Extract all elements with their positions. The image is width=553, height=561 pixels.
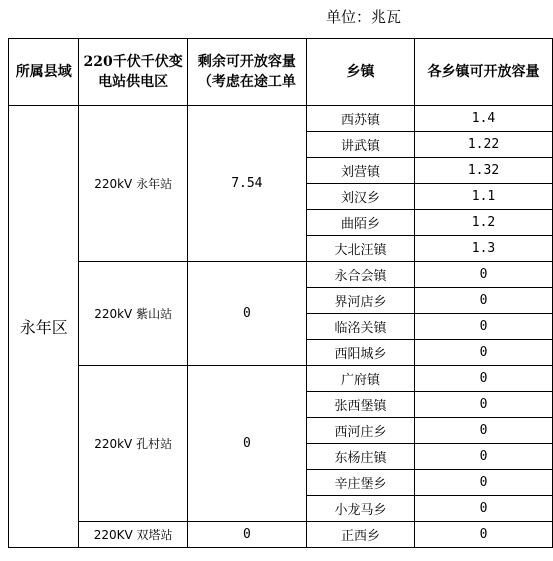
table-row xyxy=(9,262,553,288)
town-capacity-cell: 0 xyxy=(415,314,553,340)
remaining-capacity-cell: 7.54 xyxy=(187,106,306,262)
town-name-cell: 东杨庄镇 xyxy=(306,444,414,470)
header-remaining: 剩余可开放容量（考虑在途工单 xyxy=(187,39,306,106)
town-name-cell: 西河庄乡 xyxy=(306,418,414,444)
town-name-cell: 讲武镇 xyxy=(306,132,414,158)
town-capacity-cell: 0 xyxy=(415,366,553,392)
town-capacity-cell: 1.1 xyxy=(415,184,553,210)
town-name-cell: 西苏镇 xyxy=(306,106,414,132)
remaining-capacity-cell: 0 xyxy=(187,522,306,548)
header-town-capacity: 各乡镇可开放容量 xyxy=(415,39,553,106)
station-cell: 220kV 永年站 xyxy=(79,106,187,262)
table-row xyxy=(9,522,553,548)
town-name-cell: 曲陌乡 xyxy=(306,210,414,236)
town-capacity-cell: 0 xyxy=(415,392,553,418)
town-name-cell: 辛庄堡乡 xyxy=(306,470,414,496)
county-cell: 永年区 xyxy=(9,106,79,548)
town-name-cell: 界河店乡 xyxy=(306,288,414,314)
town-name-cell: 正西乡 xyxy=(306,522,414,548)
station-cell: 220kV 紫山站 xyxy=(79,262,187,366)
header-county: 所属县域 xyxy=(9,39,79,106)
town-capacity-cell: 1.22 xyxy=(415,132,553,158)
town-name-cell: 刘汉乡 xyxy=(306,184,414,210)
unit-label: 单位：兆瓦 xyxy=(326,8,402,26)
town-name-cell: 小龙马乡 xyxy=(306,496,414,522)
town-capacity-cell: 1.4 xyxy=(415,106,553,132)
header-station: 220千伏千伏变电站供电区 xyxy=(79,39,187,106)
town-capacity-cell: 0 xyxy=(415,340,553,366)
town-name-cell: 大北汪镇 xyxy=(306,236,414,262)
town-capacity-cell: 0 xyxy=(415,470,553,496)
town-name-cell: 西阳城乡 xyxy=(306,340,414,366)
table-row xyxy=(9,106,553,132)
capacity-table xyxy=(8,38,553,548)
town-name-cell: 广府镇 xyxy=(306,366,414,392)
town-capacity-cell: 0 xyxy=(415,444,553,470)
remaining-capacity-cell: 0 xyxy=(187,262,306,366)
town-capacity-cell: 0 xyxy=(415,288,553,314)
town-capacity-cell: 1.3 xyxy=(415,236,553,262)
table-body xyxy=(9,106,553,548)
town-capacity-cell: 1.2 xyxy=(415,210,553,236)
town-capacity-cell: 0 xyxy=(415,522,553,548)
table-row xyxy=(9,366,553,392)
town-name-cell: 临洺关镇 xyxy=(306,314,414,340)
header-row xyxy=(9,39,553,106)
header-town: 乡镇 xyxy=(306,39,414,106)
town-name-cell: 永合会镇 xyxy=(306,262,414,288)
town-name-cell: 张西堡镇 xyxy=(306,392,414,418)
remaining-capacity-cell: 0 xyxy=(187,366,306,522)
town-capacity-cell: 1.32 xyxy=(415,158,553,184)
station-cell: 220kV 孔村站 xyxy=(79,366,187,522)
town-capacity-cell: 0 xyxy=(415,496,553,522)
town-capacity-cell: 0 xyxy=(415,418,553,444)
station-cell: 220KV 双塔站 xyxy=(79,522,187,548)
town-capacity-cell: 0 xyxy=(415,262,553,288)
town-name-cell: 刘营镇 xyxy=(306,158,414,184)
